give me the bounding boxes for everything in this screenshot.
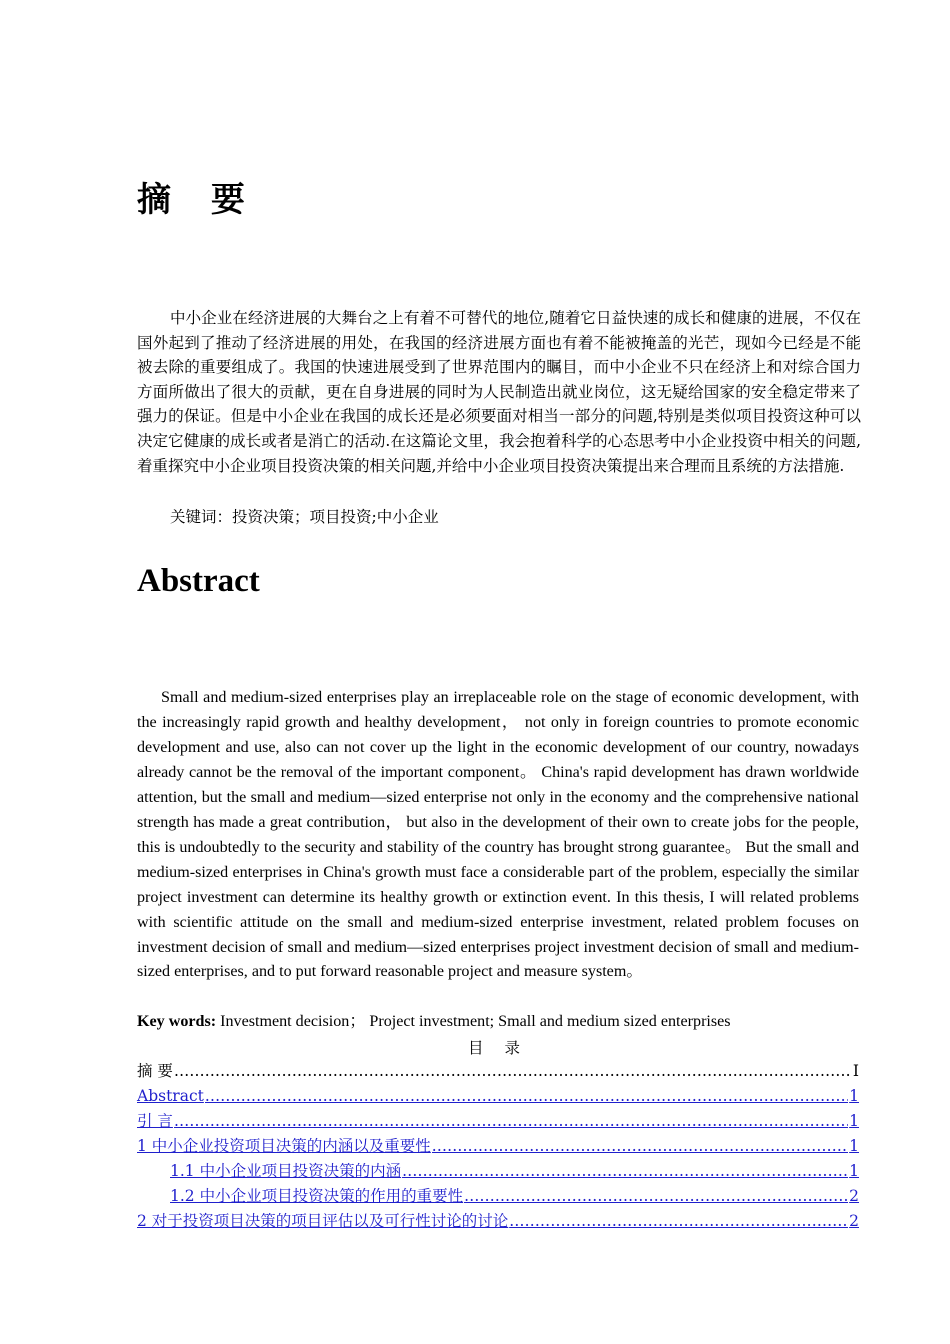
toc-link-abstract[interactable]: [137, 1084, 859, 1109]
toc-leader-dots[interactable]: [402, 1159, 848, 1184]
toc-leader-dots[interactable]: [432, 1134, 848, 1159]
toc-entry-title[interactable]: 1.2 中小企业项目投资决策的作用的重要性: [170, 1187, 464, 1205]
table-of-contents: [137, 1059, 859, 1234]
toc-leader-dots[interactable]: [174, 1109, 848, 1134]
toc-entry-page[interactable]: 1: [849, 1112, 859, 1130]
english-keywords-label: Key words:: [137, 1013, 217, 1030]
toc-leader-dots[interactable]: [464, 1184, 848, 1209]
toc-entry-title[interactable]: Abstract: [137, 1087, 204, 1105]
toc-entry-page[interactable]: 1: [849, 1162, 859, 1180]
toc-link-section-1-2[interactable]: [137, 1184, 859, 1209]
english-keywords: [137, 1010, 731, 1034]
toc-link-section-2[interactable]: [137, 1209, 859, 1234]
toc-link-introduction[interactable]: [137, 1109, 859, 1134]
toc-title: 目 录: [468, 1039, 528, 1057]
toc-entry-title: 摘 要: [137, 1062, 173, 1080]
toc-entry-page[interactable]: 2: [849, 1187, 859, 1205]
chinese-abstract-heading: 摘 要: [137, 180, 259, 220]
toc-entry-page[interactable]: 1: [849, 1137, 859, 1155]
toc-entry-title[interactable]: 2 对于投资项目决策的项目评估以及可行性讨论的讨论: [137, 1212, 509, 1230]
chinese-abstract-body: 中小企业在经济进展的大舞台之上有着不可替代的地位,随着它日益快速的成长和健康的进展，不仅在国外起到了推动了经济进展的用处，在我国的经济进展方面也有着不能被掩盖的光芒，现如今已经是不能被去除的重要组成了。我国的快速进展受到了世界范围内的瞩目，而中小企业不只在经济上和对综合国力方面所做出了很大的贡献，更在自身进展的同时为人民制造出就业岗位，这无疑给国家的安全稳定带来了强力的保证。但是中小企业在我国的成长还是必须要面对相当一部分的问题,特别是类似项目投资这种可以决定它健康的成长或者是消亡的活动.在这篇论文里，我会抱着科学的心态思考中小企业投资中相关的问题,着重探究中小企业项目投资决策的相关问题,并给中小企业项目投资决策提出来合理而且系统的方法措施.: [137, 309, 861, 475]
toc-entry-page: I: [852, 1062, 859, 1080]
toc-link-section-1-1[interactable]: [137, 1159, 859, 1184]
toc-leader-dots[interactable]: [509, 1209, 848, 1234]
english-abstract-heading: Abstract: [137, 563, 260, 599]
toc-leader-dots: [174, 1059, 852, 1084]
toc-entry-title[interactable]: 1 中小企业投资项目决策的内涵以及重要性: [137, 1137, 431, 1155]
toc-leader-dots[interactable]: [205, 1084, 848, 1109]
toc-entry-title[interactable]: 引 言: [137, 1112, 173, 1130]
chinese-keywords: 关键词：投资决策；项目投资;中小企业: [170, 508, 439, 526]
toc-entry-page[interactable]: 2: [849, 1212, 859, 1230]
english-keywords-text: Investment decision； Project investment; Small and medium sized enterprises: [216, 1013, 731, 1030]
toc-entry-page[interactable]: 1: [849, 1087, 859, 1105]
toc-link-section-1[interactable]: [137, 1134, 859, 1159]
english-abstract-body: Small and medium-sized enterprises play an irreplaceable role on the stage of economic development, with the increasingly rapid growth and healthy development， not only in foreign countries to promote economic development and use, also can not cover up the light in the economic development of our country, nowadays already cannot be the removal of the important component。 China's rapid development has drawn worldwide attention, but the small and medium—sized enterprise not only in the economy and the comprehensive national strength has made a great contribution， but also in the development of their own to create jobs for the people, this is undoubtedly to the security and stability of the country has brought strong guarantee。 But the small and medium-sized enterprises in China's growth must face a considerable part of the problem, especially the similar project investment can determine its healthy growth or extinction event. In this thesis, I will related problems with scientific attitude on the small and medium-sized enterprise investment, related problem focuses on investment decision of small and medium—sized enterprises project investment decision of small and medium-sized enterprises, and to put forward reasonable project and measure system。: [137, 689, 859, 981]
toc-entry-title[interactable]: 1.1 中小企业项目投资决策的内涵: [170, 1162, 402, 1180]
toc-entry-chinese-abstract: [137, 1059, 859, 1084]
